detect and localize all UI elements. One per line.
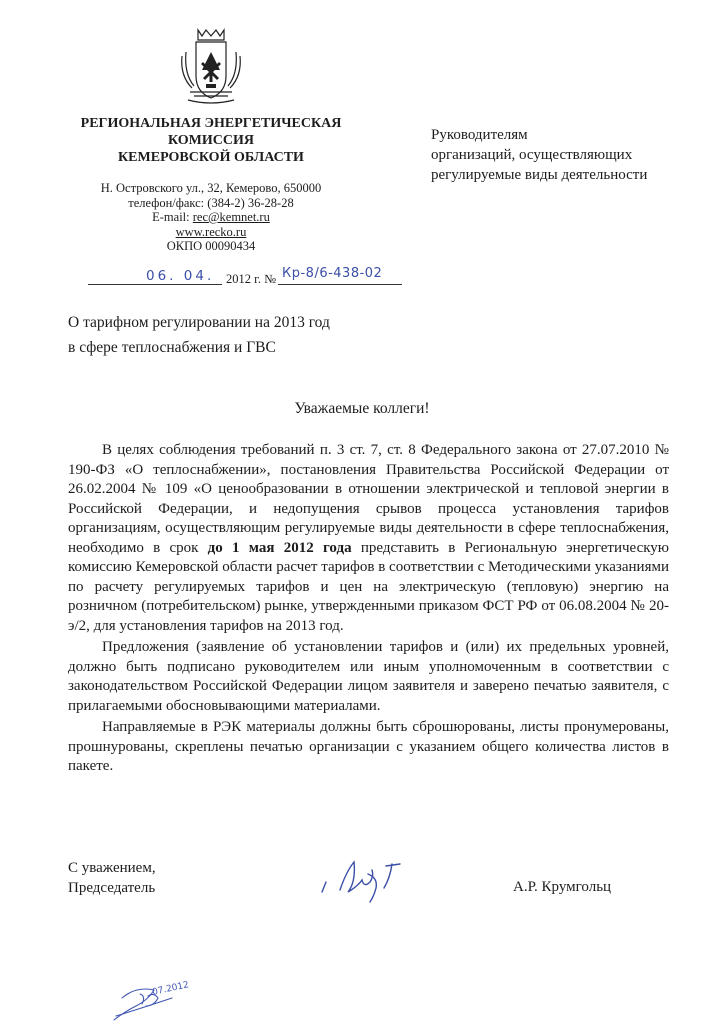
handwritten-signature	[318, 852, 428, 907]
deadline-bold: до 1 мая 2012 года	[207, 539, 352, 556]
organization-name	[56, 115, 366, 166]
website-link[interactable]: www.recko.ru	[175, 224, 247, 239]
body-paragraph-1	[68, 441, 669, 636]
handwritten-date: 06. 04.	[146, 268, 215, 284]
closing-regards: С уважением,	[68, 860, 156, 876]
org-name-line: КОМИССИЯ	[167, 133, 255, 148]
email-line	[56, 210, 366, 225]
contact-block	[56, 181, 366, 254]
paragraph-1-end: представить в Региональную энергетическую комиссию Кемеровской области расчет тарифов в соответствии с Методическими указаниями по расчету регулируемых тарифов и цен на электрическую (тепловую) энергию на розничном (потребительском) рынке, утвержденными приказом ФСТ РФ от 06.08.2004 № 20-э/2, для установления тарифов на 2013 год.	[68, 539, 670, 634]
postal-address: Н. Островского ул., 32, Кемерово, 650000	[100, 181, 322, 195]
year-and-number-label: 2012 г. №	[226, 272, 277, 286]
subject-line: О тарифном регулировании на 2013 год	[68, 314, 330, 331]
number-blank-line	[278, 284, 402, 285]
body-paragraph-2: Предложения (заявление об установлении тарифов и (или) их предельных уровней, должно быть подписано руководителем или иным уполномоченным в соответствии с законодательством Российской Федерации лицом заявителя и заверено печатью заявителя, с прилагаемыми обосновывающими материалами.	[68, 639, 669, 714]
addressee-line: регулируемые виды деятельности	[431, 167, 648, 183]
closing-block	[68, 858, 268, 898]
registration-stamp	[102, 976, 222, 1024]
handwritten-outgoing-number: Кр-8/6-438-02	[282, 266, 383, 281]
handwritten-stamp-date: 07.2012	[151, 980, 190, 998]
signer-name: А.Р. Крумгольц	[513, 879, 612, 895]
greeting: Уважаемые коллеги!	[294, 400, 430, 417]
coat-of-arms-icon	[176, 26, 246, 106]
okpo-code: ОКПО 00090434	[166, 239, 256, 253]
subject-line: в сфере теплоснабжения и ГВС	[68, 339, 276, 356]
paragraph-1-start: В целях соблюдения требований п. 3 ст. 7, ст. 8 Федерального закона от 27.07.2010 № 190-ФЗ «О теплоснабжении», постановления Правительства Российской Федерации от 26.02.2004 № 109 «О ценообразовании в отношении электрической и тепловой энергии в Российской Федерации, и недопущения срывов процесса установления тарифов организациям, осуществляющим регулируемые виды деятельности в сфере теплоснабжения, необходимо в срок	[68, 442, 669, 556]
phone-fax: телефон/факс: (384-2) 36-28-28	[128, 195, 294, 210]
org-name-line: КЕМЕРОВСКОЙ ОБЛАСТИ	[118, 150, 304, 165]
addressee-block	[431, 125, 701, 185]
email-label: E-mail:	[152, 210, 190, 224]
signer-title: Председатель	[68, 880, 156, 896]
registration-line	[88, 268, 408, 292]
org-name-line: РЕГИОНАЛЬНАЯ ЭНЕРГЕТИЧЕСКАЯ	[80, 116, 342, 131]
letter-subject	[68, 310, 428, 360]
addressee-line: организаций, осуществляющих	[431, 147, 633, 163]
body-paragraph-3: Направляемые в РЭК материалы должны быть сброшюрованы, листы пронумерованы, прошнурованы, скреплены печатью организации с указанием общего количества листов в пакете.	[68, 719, 669, 774]
letter-body	[68, 441, 669, 777]
addressee-line: Руководителям	[431, 127, 528, 143]
date-blank-line	[88, 284, 222, 285]
email-link[interactable]: rec@kemnet.ru	[192, 210, 270, 224]
stamp-scribble-icon	[102, 976, 222, 1024]
website-line	[56, 225, 366, 240]
